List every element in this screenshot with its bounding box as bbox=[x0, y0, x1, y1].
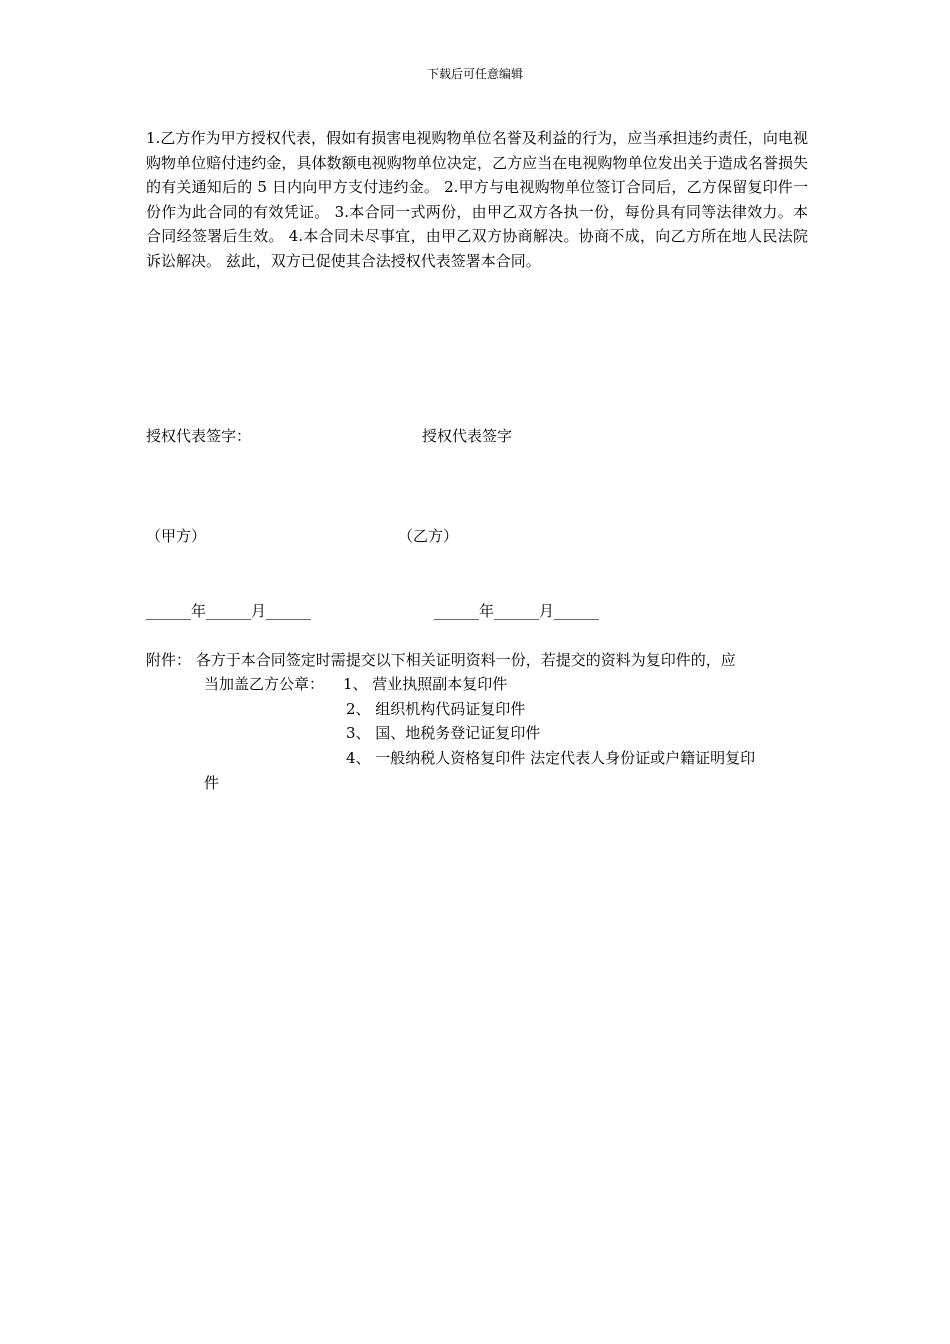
party-b-signature-label: 授权代表签字 bbox=[422, 427, 513, 445]
attachment-item-3: 3、 国、地税务登记证复印件 bbox=[346, 724, 541, 742]
attachment-intro: 附件： 各方于本合同签定时需提交以下相关证明资料一份，若提交的资料为复印件的，应 bbox=[146, 651, 736, 669]
attachment-intro-continued: 当加盖乙方公章： bbox=[204, 675, 325, 693]
page-header-note: 下载后可任意编辑 bbox=[426, 67, 523, 81]
party-a-date-line: ______年______月______ bbox=[146, 602, 312, 620]
attachment-item-4: 4、 一般纳税人资格复印件 法定代表人身份证或户籍证明复印 bbox=[346, 749, 756, 767]
party-b-label: （乙方） bbox=[398, 527, 459, 545]
party-b-date-line: ______年______月______ bbox=[434, 602, 600, 620]
attachment-item-2: 2、 组织机构代码证复印件 bbox=[346, 700, 526, 718]
attachment-item-1: 1、 营业执照副本复印件 bbox=[343, 675, 508, 693]
party-a-label: （甲方） bbox=[146, 527, 207, 545]
party-a-signature-label: 授权代表签字： bbox=[146, 427, 252, 445]
contract-body-paragraph: 1.乙方作为甲方授权代表，假如有损害电视购物单位名誉及利益的行为，应当承担违约责任，向电视购物单位赔付违约金，具体数额电视购物单位决定，乙方应当在电视购物单位发出关于造成名誉损失的有关通知后的 5 日内向甲方支付违约金。 2.甲方与电视购物单位签订合同后，乙方保留复印件一份作为此合同的有效凭证。 3.本合同一式两份，由甲乙双方各执一份，每份具有同等法律效力。本合同经签署后生效。 4.本合同未尽事宜，由甲乙双方协商解决。协商不成，向乙方所在地人民法院诉讼解决。 兹此，双方已促使其合法授权代表签署本合同。 bbox=[146, 129, 808, 270]
attachment-item-4-continued: 件 bbox=[204, 774, 220, 792]
